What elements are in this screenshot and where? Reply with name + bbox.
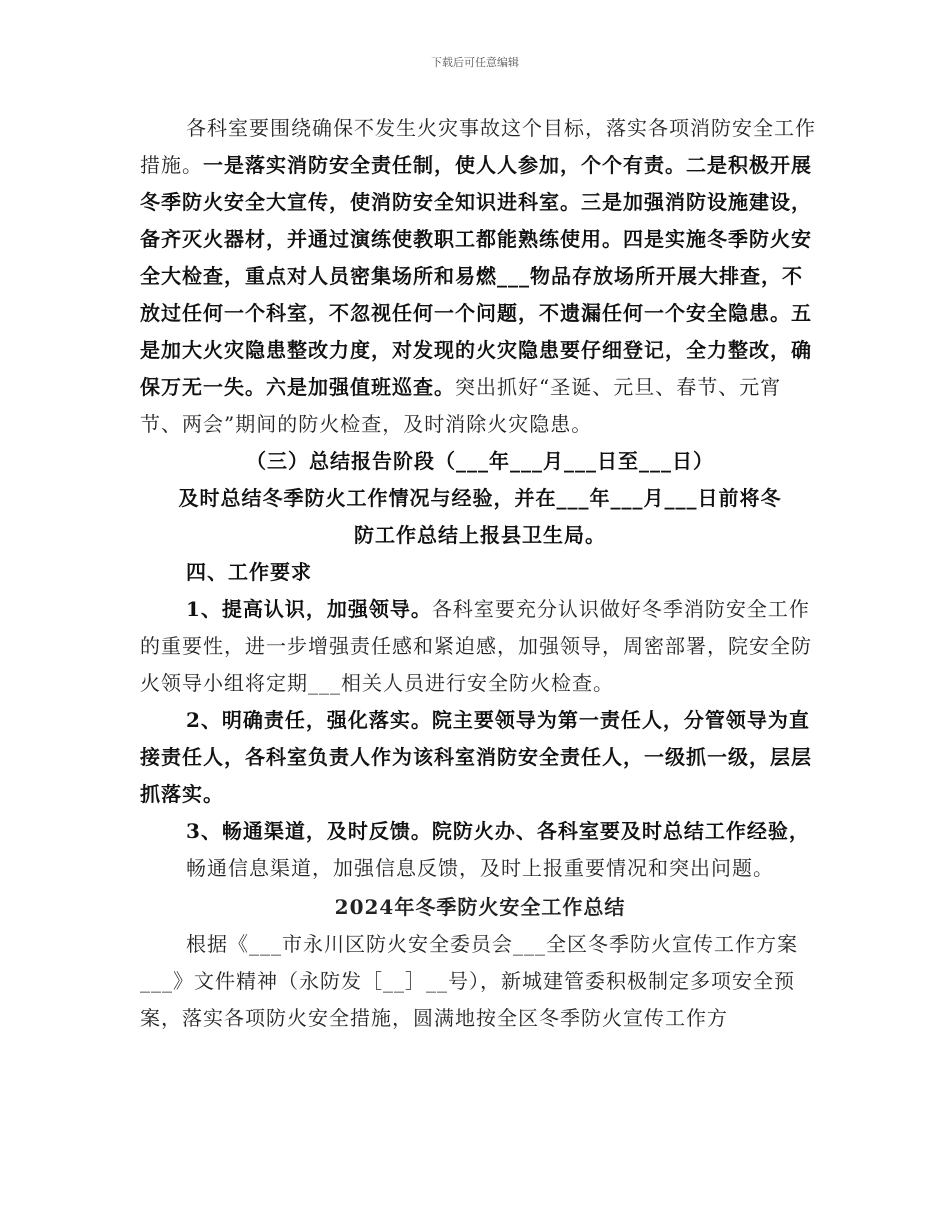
requirement-item-1-title: 1、提高认识，加强领导。 — [186, 597, 432, 621]
document-body — [140, 110, 820, 1037]
stage3-line-1: 及时总结冬季防火工作情况与经验，并在___年___月___日前将冬 — [178, 486, 782, 510]
measures-bold-1: 一是落实消防安全责任制，使人人参加，个个有责。二是积极开展冬季防火安全大宣传，使消防安全知识进科室。 — [140, 153, 812, 214]
requirement-item-2: 2、明确责任，强化落实。院主要领导为第一责任人，分管领导为直接责任人，各科室负责人作为该科室消防安全责任人，一级抓一级，层层抓落实。 — [140, 708, 812, 806]
stage3-heading: （三）总结报告阶段（___年___月___日至___日） — [246, 449, 714, 473]
measures-bold-2: 四是实施冬季防火安全大检查，重点对人员密集场所和易燃___物品存放场所开展大排查，不放过任何一个科室，不忽视任何一个问题，不遗漏任何一个安全隐患。五是加大火灾隐患整改力度，对发现的火灾隐患要仔细登记，全力整改，确保万无一失。六是加强值班巡查。 — [140, 227, 812, 399]
stage3-line-2: 防工作总结上报县卫生局。 — [354, 523, 606, 547]
requirements-heading: 四、工作要求 — [186, 560, 312, 584]
summary-paragraph: 根据《___市永川区防火安全委员会___全区冬季防火宣传工作方案___》文件精神（永防发［__］__号），新城建管委积极制定多项安全预案，落实各项防火安全措施，圆满地按全区冬季防火宣传工作方 — [140, 932, 798, 1030]
measures-paragraph — [140, 110, 820, 443]
requirement-item-1 — [140, 591, 820, 702]
requirement-item-3-text: 畅通信息渠道，加强信息反馈，及时上报重要情况和突出问题。 — [186, 856, 774, 880]
measures-tail: 突出抓好“圣诞、元旦、春节、元宵节、两会”期间的防火检查，及时消除火灾隐患。 — [140, 375, 782, 436]
measures-plain-1: 三是加强消防设施建设，备齐灭火器材，并通过演练使教职工都能熟练使用。 — [140, 190, 812, 251]
requirement-item-3-title: 3、畅通渠道，及时反馈。院防火办、各科室要及时总结工作经验， — [186, 819, 810, 843]
page-header-note: 下载后可任意编辑 — [431, 56, 519, 69]
summary-title: 2024年冬季防火安全工作总结 — [334, 895, 626, 919]
requirement-item-1-text: 各科室要充分认识做好冬季消防安全工作的重要性，进一步增强责任感和紧迫感，加强领导，周密部署，院安全防火领导小组将定期___相关人员进行安全防火检查。 — [140, 597, 812, 695]
measures-lead: 各科室要围绕确保不发生火灾事故这个目标，落实各项消防安全工作措施。 — [140, 116, 816, 177]
